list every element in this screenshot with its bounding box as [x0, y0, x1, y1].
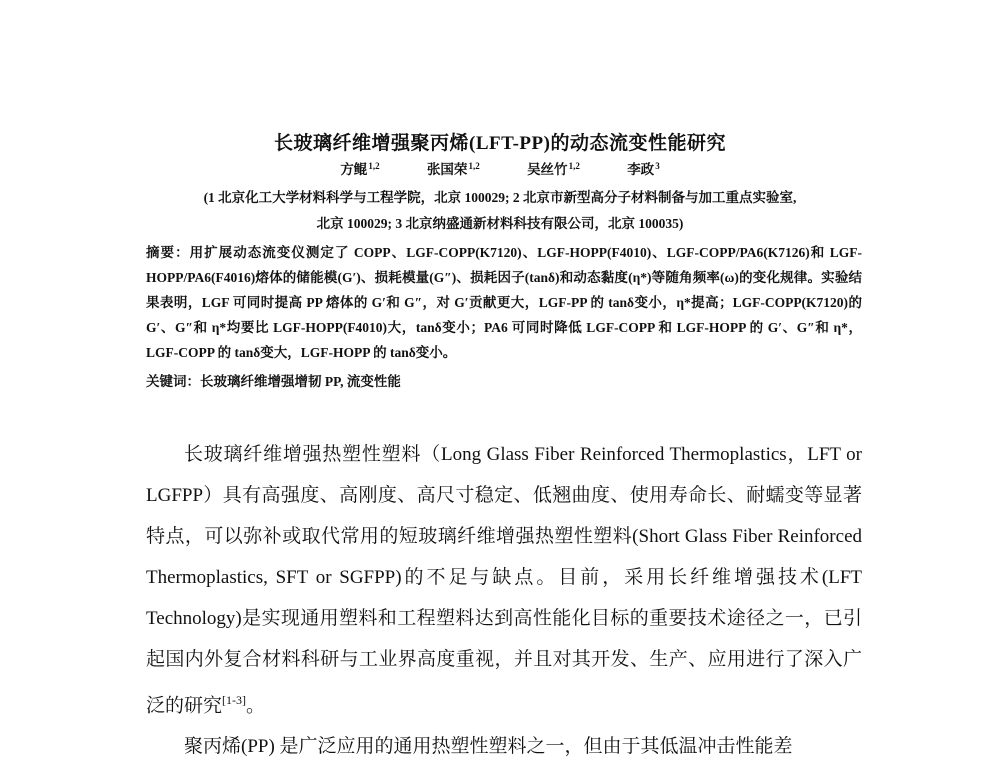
paragraph-text: 长玻璃纤维增强热塑性塑料（Long Glass Fiber Reinforced Thermoplastics，LFT or LGFPP）具有高强度、高刚度、高尺寸稳定、低翘曲度、使用寿命长、耐蠕变等显著特点，可以弥补或取代常用的短玻璃纤维增强热塑性塑料(Short Glass Fiber Reinforced Thermoplastics, SFT or SGFPP)的不足与缺点。目前，采用长纤维增强技术(LFT Technology)是实现通用塑料和工程塑料达到高性能化目标的重要技术途径之一，已引起国内外复合材料科研与工业界高度重视，并且对其开发、生产、应用进行了深入广泛的研究	[146, 444, 862, 717]
affiliation-line-2: 北京 100029; 3 北京纳盛通新材料科技有限公司，北京 100035)	[316, 216, 684, 231]
author-name: 方鲲	[340, 162, 368, 177]
author-3	[527, 158, 580, 178]
body-text	[146, 434, 862, 767]
abstract-label: 摘要：	[146, 245, 190, 260]
abstract-text: 用扩展动态流变仪测定了 COPP、LGF-COPP(K7120)、LGF-HOPP(F4010)、LGF-COPP/PA6(K7126)和 LGF-HOPP/PA6(F4016)熔体的储能模(G′)、损耗模量(G″)、损耗因子(tanδ)和动态黏度(η*)等随角频率(ω)的变化规律。实验结果表明，LGF 可同时提高 PP 熔体的 G′和 G″，对 G′贡献更大，LGF-PP 的 tanδ变小，η*提高；LGF-COPP(K7120)的 G′、G″和 η*均要比 LGF-HOPP(F4010)大，tanδ变小；PA6 可同时降低 LGF-COPP 和 LGF-HOPP 的 G′、G″和 η*，LGF-COPP 的 tanδ变大，LGF-HOPP 的 tanδ变小。	[146, 245, 862, 360]
citation-ref: [1-3]	[222, 693, 247, 707]
paragraph-end: 。	[246, 695, 266, 717]
author-4	[627, 158, 660, 178]
author-list	[0, 158, 1000, 178]
author-1	[340, 158, 379, 178]
abstract	[146, 240, 862, 365]
author-2	[427, 158, 480, 178]
keywords-label: 关键词：	[146, 374, 200, 389]
author-name: 李政	[627, 162, 655, 177]
author-name: 张国荣	[426, 162, 468, 177]
affiliation-line-1: (1 北京化工大学材料科学与工程学院，北京 100029; 2 北京市新型高分子材料制备与加工重点实验室,	[203, 190, 797, 205]
keywords-text: 长玻璃纤维增强增韧 PP, 流变性能	[200, 374, 401, 389]
author-affiliation-mark: 3	[655, 160, 660, 171]
author-affiliation-mark: 1,2	[368, 160, 380, 171]
paragraph-text: 聚丙烯(PP) 是广泛应用的通用热塑性塑料之一，但由于其低温冲击性能差	[184, 736, 793, 758]
paper-title: 长玻璃纤维增强聚丙烯(LFT-PP)的动态流变性能研究	[274, 133, 726, 154]
author-affiliation-mark: 1,2	[468, 160, 480, 171]
author-name: 吴丝竹	[527, 162, 568, 177]
body-paragraph-2	[146, 726, 862, 767]
body-paragraph-1	[146, 434, 862, 726]
author-affiliation-mark: 1,2	[568, 160, 580, 171]
keywords	[146, 370, 862, 390]
